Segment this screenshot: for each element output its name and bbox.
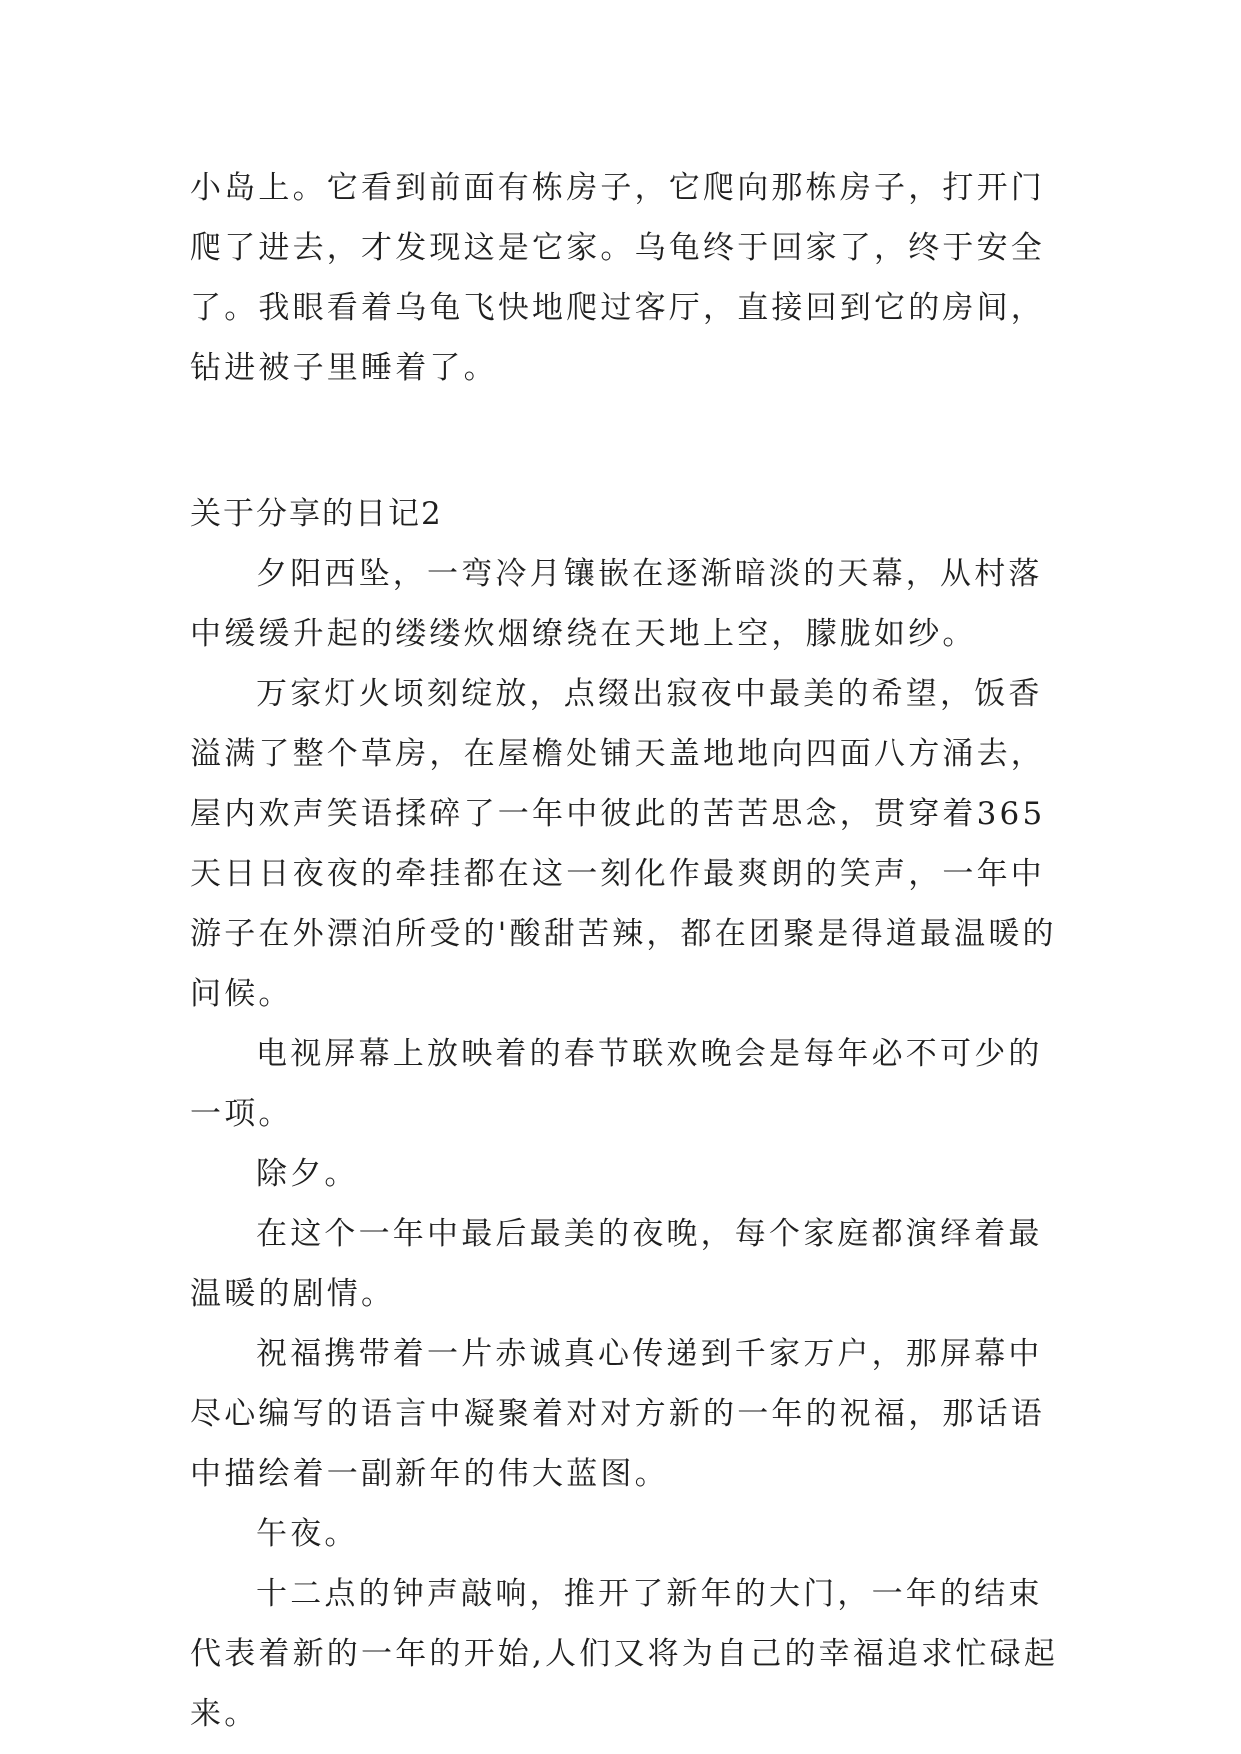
section-title: 关于分享的日记2 — [190, 496, 443, 532]
document-body — [190, 158, 1070, 1744]
paragraph: 电视屏幕上放映着的春节联欢晚会是每年必不可少的一项。 — [190, 1036, 1043, 1132]
paragraph: 午夜。 — [256, 1516, 359, 1552]
paragraph: 十二点的钟声敲响，推开了新年的大门，一年的结束代表着新的一年的开始,人们又将为自己的幸福追求忙碌起来。 — [190, 1576, 1059, 1732]
section-gap — [190, 398, 1070, 484]
paragraph: 除夕。 — [256, 1156, 359, 1192]
paragraph: 夕阳西坠，一弯冷月镶嵌在逐渐暗淡的天幕，从村落中缓缓升起的缕缕炊烟缭绕在天地上空，朦胧如纱。 — [190, 556, 1043, 652]
paragraph: 万家灯火顷刻绽放，点缀出寂夜中最美的希望，饭香溢满了整个草房，在屋檐处铺天盖地地向四面八方涌去，屋内欢声笑语揉碎了一年中彼此的苦苦思念，贯穿着365天日日夜夜的牵挂都在这一刻化作最爽朗的笑声，一年中游子在外漂泊所受的'酸甜苦辣，都在团聚是得道最温暖的问候。 — [190, 676, 1057, 1012]
paragraph: 在这个一年中最后最美的夜晚，每个家庭都演绎着最温暖的剧情。 — [190, 1216, 1043, 1312]
paragraph: 祝福携带着一片赤诚真心传递到千家万户，那屏幕中尽心编写的语言中凝聚着对对方新的一年的祝福，那话语中描绘着一副新年的伟大蓝图。 — [190, 1336, 1045, 1492]
intro-paragraph: 小岛上。它看到前面有栋房子，它爬向那栋房子，打开门爬了进去，才发现这是它家。乌龟终于回家了，终于安全了。我眼看着乌龟飞快地爬过客厅，直接回到它的房间，钻进被子里睡着了。 — [190, 170, 1045, 386]
